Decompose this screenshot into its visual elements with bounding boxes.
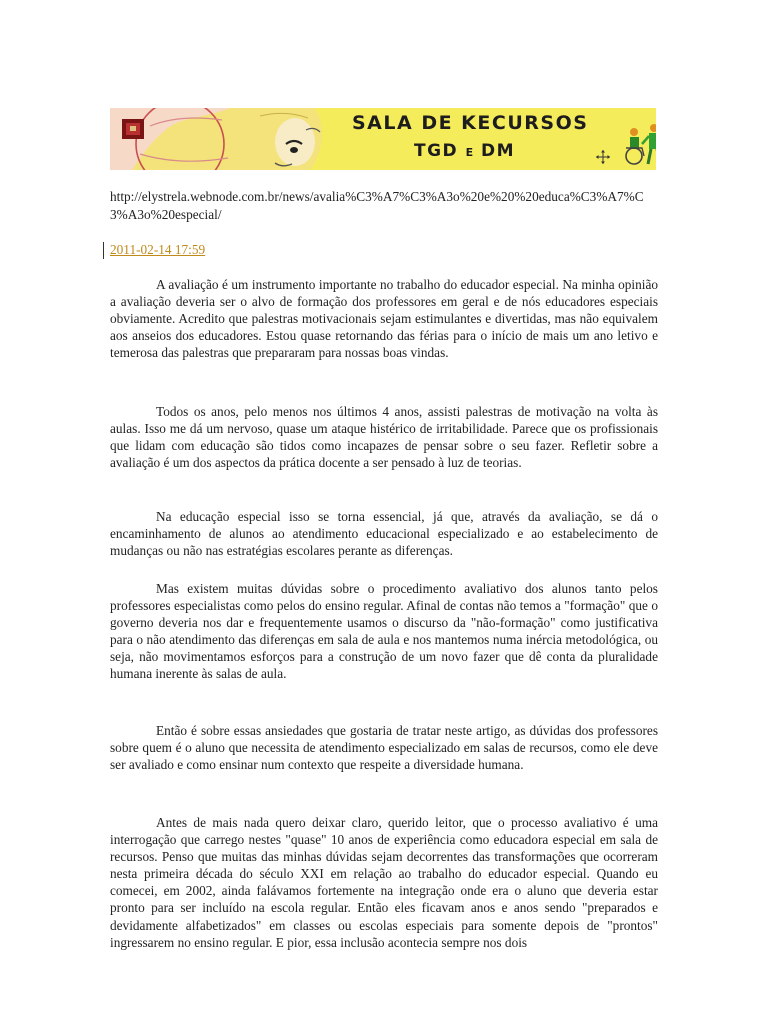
text-cursor-marker [103, 242, 104, 259]
paragraph-3: Na educação especial isso se torna essencial, já que, através da avaliação, se dá o encaminhamento de alunos ao atendimento educacional especializado e ao estabelecimento de mudanças ou não nas estratégias escolares perante as diferenças. [110, 509, 658, 559]
paragraph-5: Então é sobre essas ansiedades que gostaria de tratar neste artigo, as dúvidas dos professores sobre quem é o aluno que necessita de atendimento especializado em salas de recursos, como ele deve ser avaliado e como ensinar num contexto que respeite a diversidade humana. [110, 723, 658, 773]
banner-subtitle [414, 141, 515, 161]
paragraph-4: Mas existem muitas dúvidas sobre o procedimento avaliativo dos alunos tanto pelos professores especialistas como pelos do ensino regular. Afinal de contas não temos a "formação" que o governo deveria nos dar e frequentemente usamos o discurso da "não-formação" como justificativa para o não atendimento das diferenças em sala de aula e nos mantemos numa inércia metodológica, ou seja, não movimentamos esforços para a construção de um novo fazer que dê conta da pluralidade humana inerente às salas de aula. [110, 581, 658, 682]
cartoon-face-illustration [110, 108, 350, 170]
banner-title: SALA DE KECURSOS [352, 112, 589, 134]
banner-subtitle-dm: DM [481, 141, 516, 161]
banner-subtitle-e: E [465, 146, 474, 159]
source-url: http://elystrela.webnode.com.br/news/avalia%C3%A7%C3%A3o%20e%20%20educa%C3%A7%C3%A3o%20especial/ [110, 189, 644, 222]
paragraph-2: Todos os anos, pelo menos nos últimos 4 anos, assisti palestras de motivação na volta às aulas. Isso me dá um nervoso, quase um ataque histérico de irritabilidade. Parece que os profissionais que lidam com educação são tidos como incapazes de pensar sobre o seu fazer. Refletir sobre a avaliação é um dos aspectos da prática docente a ser pensado à luz de teorias. [110, 404, 658, 471]
paragraph-6: Antes de mais nada quero deixar claro, querido leitor, que o processo avaliativo é uma interrogação que carrego nestes "quase" 10 anos de experiência como educadora especial em sala de recursos. Penso que muitas das minhas dúvidas sejam decorrentes das transformações que ocorreram nesta primeira década do século XXI em relação ao trabalho do educador especial. Quando eu comecei, em 2002, ainda falávamos fortemente na integração onde era o aluno que deveria estar pronto para ser incluído na escola regular. Então eles ficavam anos e anos sendo "preparados e devidamente alfabetizados" em classes ou escolas especiais para somente depois de "prontos" ingressarem no ensino regular. E pior, essa inclusão acontecia sempre nos dois [110, 815, 658, 950]
banner-subtitle-tgd: TGD [414, 141, 459, 161]
post-date-row [103, 240, 205, 260]
header-banner [110, 108, 656, 170]
post-date-link[interactable]: 2011-02-14 17:59 [110, 242, 206, 257]
paragraph-1: A avaliação é um instrumento importante no trabalho do educador especial. Na minha opinião a avaliação deveria ser o alvo de formação dos professores em geral e de nós educadores especiais obviamente. Acredito que palestras motivacionais sejam estimulantes e divertidas, mas não equivalem aos anseios dos educadores. Estou quase retornando das férias para o início de mais um ano letivo e temerosa das palestras que prepararam para nossas boas vindas. [110, 277, 658, 361]
diverse-people-illustration [622, 110, 656, 168]
move-cursor-icon [596, 150, 610, 164]
